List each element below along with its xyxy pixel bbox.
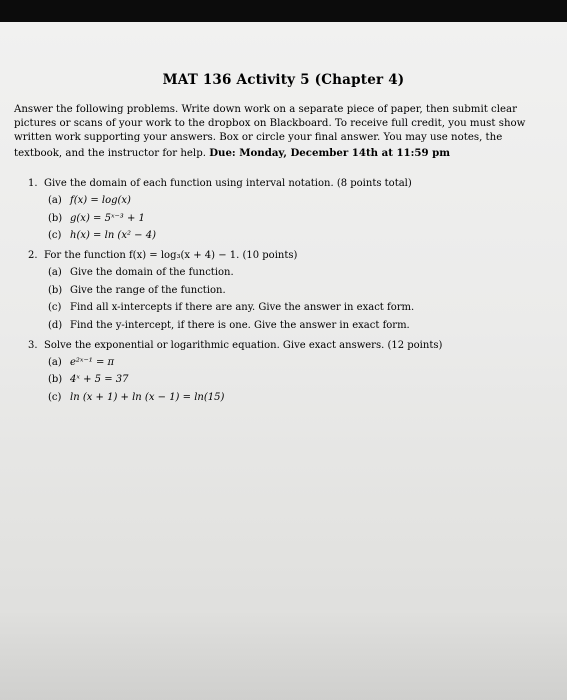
problem-part: [48, 266, 548, 279]
problem-2: [28, 249, 548, 332]
problem-list: [28, 177, 548, 411]
problem-number: 1.: [28, 178, 38, 189]
part-text: ln (x + 1) + ln (x − 1) = ln(15): [70, 391, 225, 403]
part-text: Give the domain of the function.: [70, 267, 234, 278]
part-label: (b): [48, 284, 63, 296]
page-shadow: [0, 610, 567, 700]
part-label: (b): [48, 212, 63, 224]
part-label: (c): [48, 302, 62, 313]
part-text: g(x) = 5ˣ⁻³ + 1: [70, 212, 145, 224]
problem-part: [48, 301, 548, 314]
page-title: MAT 136 Activity 5 (Chapter 4): [162, 72, 405, 88]
part-text: 4ˣ + 5 = 37: [70, 374, 129, 385]
part-text: Find the y-intercept, if there is one. Give the answer in exact form.: [70, 319, 410, 331]
problem-number: 2.: [28, 250, 38, 261]
problem-part: [48, 212, 548, 225]
problem-part: [48, 194, 548, 207]
part-text: f(x) = log(x): [70, 195, 131, 206]
problem-1: [28, 177, 548, 242]
part-text: Find all x-intercepts if there are any. Give the answer in exact form.: [70, 302, 415, 313]
part-label: (a): [48, 267, 62, 278]
part-label: (c): [48, 230, 62, 241]
problem-part: [48, 229, 548, 242]
part-text: Give the range of the function.: [70, 284, 226, 296]
problem-number: 3.: [28, 339, 38, 351]
problem-part: [48, 284, 548, 297]
problem-text: Give the domain of each function using interval notation. (8 points total): [44, 178, 412, 189]
problem-3: [28, 339, 548, 404]
problem-part: [48, 356, 548, 369]
due-date: Due: Monday, December 14th at 11:59 pm: [209, 146, 451, 159]
instructions-text: Answer the following problems. Write down work on a separate piece of paper, then submit clear pictures or scans of your work to the dropbox on Blackboard. To receive full credit, you must show written work supporting your answers. Box or circle your final answer. You may use notes, the textbook, and the instructor for help.: [14, 104, 526, 159]
part-label: (c): [48, 391, 62, 403]
part-label: (a): [48, 195, 62, 206]
part-label: (d): [48, 319, 63, 331]
photo-dark-edge: [0, 0, 567, 22]
part-text: h(x) = ln (x² − 4): [70, 230, 156, 241]
problem-text: For the function f(x) = log₃(x + 4) − 1. (10 points): [44, 250, 298, 261]
problem-part: [48, 391, 548, 404]
part-text: e²ˣ⁻¹ = π: [70, 356, 115, 368]
part-label: (a): [48, 356, 62, 368]
problem-part: [48, 319, 548, 332]
problem-text: Solve the exponential or logarithmic equation. Give exact answers. (12 points): [44, 339, 443, 351]
part-label: (b): [48, 374, 63, 385]
problem-part: [48, 373, 548, 386]
instructions-paragraph: [14, 103, 540, 161]
